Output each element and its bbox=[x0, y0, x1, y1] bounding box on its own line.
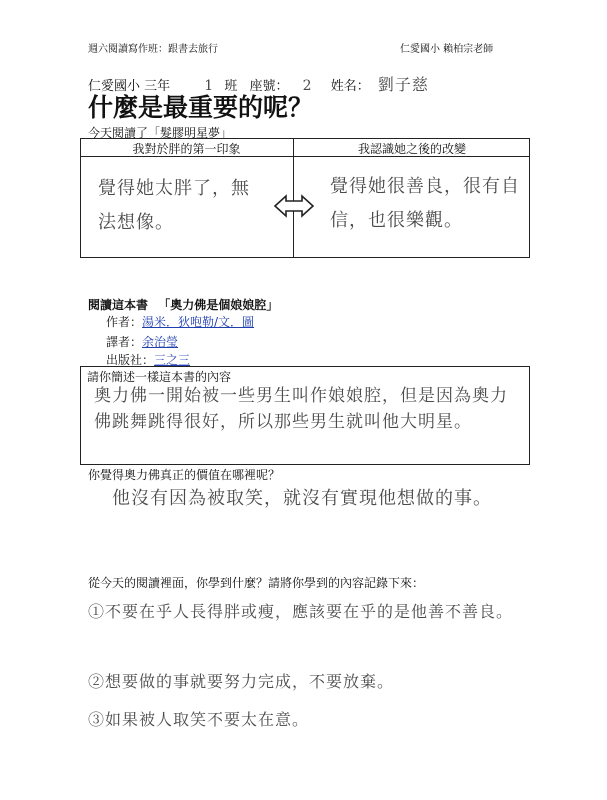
publisher-link[interactable]: 三之三 bbox=[154, 353, 191, 367]
name-label: 姓名： bbox=[330, 79, 370, 94]
book-title: 「奧力佛是個娘娘腔」 bbox=[158, 298, 279, 312]
author-row bbox=[106, 313, 254, 330]
publisher-label: 出版社： bbox=[106, 353, 155, 367]
double-arrow-icon bbox=[273, 193, 315, 219]
header-left: 週六閱讀寫作班：跟書去旅行 bbox=[88, 44, 218, 55]
seat-number: 2 bbox=[302, 78, 313, 94]
learned-item-3: ③如果被人取笑不要太在意。 bbox=[88, 710, 310, 729]
school-grade: 仁愛國小 三年 bbox=[88, 79, 171, 94]
book-heading bbox=[88, 296, 278, 313]
learned-item-2: ②想要做的事就要努力完成，不要放棄。 bbox=[88, 672, 395, 691]
changed-impression-text: 覺得她很善良，很有自信，也很樂觀。 bbox=[330, 176, 520, 231]
book-label: 閱讀這本書 bbox=[88, 298, 149, 312]
first-impression-text: 覺得她太胖了，無法想像。 bbox=[98, 178, 250, 233]
student-name: 劉子慈 bbox=[377, 75, 429, 94]
value-answer: 他沒有因為被取笑，就沒有實現他想做的事。 bbox=[112, 488, 492, 509]
summary-answer: 奧力佛一開始被一些男生叫作娘娘腔，但是因為奧力佛跳舞跳得很好，所以那些男生就叫他大明星。 bbox=[94, 386, 508, 432]
author-link[interactable]: 湯米．狄咆勒/文．圖 bbox=[142, 315, 255, 329]
value-prompt: 你覺得奧力佛真正的價值在哪裡呢？ bbox=[88, 468, 281, 482]
class-number: 1 bbox=[204, 78, 215, 94]
learned-prompt: 從今天的閱讀裡面，你學到什麼？請將你學到的內容記錄下來： bbox=[88, 576, 425, 590]
summary-prompt: 請你簡述一樣這本書的內容 bbox=[87, 370, 232, 384]
seat-label: 座號： bbox=[249, 79, 289, 94]
translator-row bbox=[106, 333, 178, 350]
author-label: 作者： bbox=[106, 315, 143, 329]
learned-item-1: ①不要在乎人長得胖或瘦，應該要在乎的是他善不善良。 bbox=[88, 602, 514, 621]
translator-link[interactable]: 余治瑩 bbox=[142, 335, 179, 349]
page-title: 什麼是最重要的呢？ bbox=[88, 93, 314, 122]
today-reading: 今天閱讀了「髮膠明星夢」 bbox=[88, 126, 233, 140]
table-left-header: 我對於胖的第一印象 bbox=[132, 142, 241, 156]
class-label: 班 bbox=[224, 79, 238, 94]
translator-label: 譯者： bbox=[106, 335, 143, 349]
header-right: 仁愛國小 賴柏宗老師 bbox=[400, 44, 494, 55]
table-right-header: 我認識她之後的改變 bbox=[357, 142, 466, 156]
